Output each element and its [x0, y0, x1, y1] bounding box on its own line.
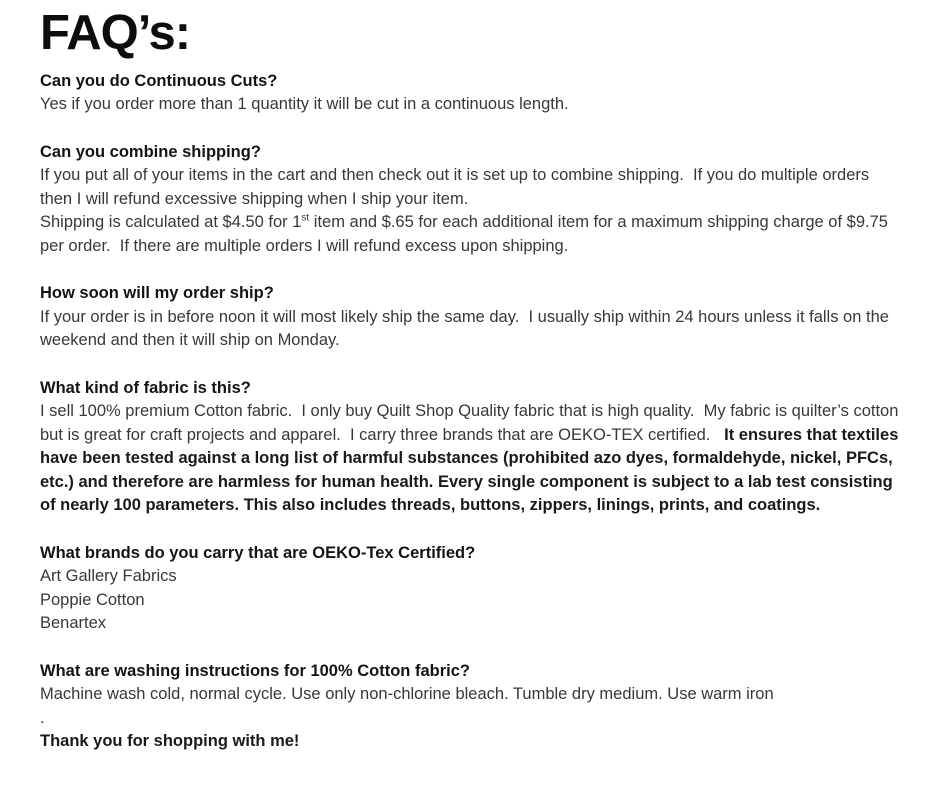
faq-answer-paragraph	[40, 612, 904, 636]
faq-section	[40, 377, 904, 518]
ordinal-superscript: st	[301, 212, 310, 224]
faq-section	[40, 141, 904, 259]
answer-text: Yes if you order more than 1 quantity it will be cut in a continuous length.	[40, 95, 569, 114]
faq-answer-paragraph	[40, 306, 904, 353]
answer-text: Benartex	[40, 614, 107, 633]
faq-answer-paragraph	[40, 683, 904, 707]
faq-answer-paragraph	[40, 93, 904, 117]
faq-question: How soon will my order ship?	[40, 284, 274, 303]
answer-text: If you put all of your items in the cart and then check out it is set up to combine shipping. If you do multiple orders then I will refund excessive shipping when I ship your item.	[40, 166, 874, 208]
faq-answer-paragraph	[40, 565, 904, 589]
answer-text: Poppie Cotton	[40, 590, 145, 609]
faq-answer-paragraph	[40, 164, 904, 211]
answer-bold-text: Thank you for shopping with me!	[40, 732, 300, 751]
faq-list	[40, 70, 904, 754]
faq-question: What brands do you carry that are OEKO-Tex Certified?	[40, 543, 476, 562]
answer-text: item and $.65 for each additional item for a maximum shipping charge of $9.75 per order. If there are multiple orders I will refund excess upon shipping.	[40, 213, 893, 255]
faq-answer-paragraph	[40, 730, 904, 754]
faq-question: What kind of fabric is this?	[40, 378, 251, 397]
faq-section	[40, 660, 904, 754]
faq-question: What are washing instructions for 100% Cotton fabric?	[40, 661, 470, 680]
faq-section	[40, 70, 904, 117]
faq-answer-paragraph	[40, 211, 904, 258]
answer-text: .	[40, 708, 45, 727]
faq-answer-paragraph	[40, 400, 904, 518]
page-title: FAQ’s:	[40, 6, 191, 60]
answer-text: Machine wash cold, normal cycle. Use only non-chlorine bleach. Tumble dry medium. Use warm iron	[40, 685, 774, 704]
faq-question: Can you do Continuous Cuts?	[40, 71, 278, 90]
answer-text: Art Gallery Fabrics	[40, 567, 177, 586]
faq-section	[40, 282, 904, 353]
answer-text: Shipping is calculated at $4.50 for 1	[40, 213, 302, 232]
faq-answer-paragraph	[40, 707, 904, 731]
faq-section	[40, 542, 904, 636]
faq-question: Can you combine shipping?	[40, 142, 261, 161]
answer-text: I sell 100% premium Cotton fabric. I only buy Quilt Shop Quality fabric that is high quality. My fabric is quilter’s cotton but is great for craft projects and apparel. I carry three brands that are OEKO-TEX certified.	[40, 402, 903, 444]
answer-bold-text: It ensures that textiles have been tested against a long list of harmful substances (prohibited azo dyes, formaldehyde, nickel, PFCs, etc.) and therefore are harmless for human health. Every single component is subject to a lab test consisting of nearly 100 parameters. This also includes threads, buttons, zippers, linings, prints, and coatings.	[40, 425, 903, 515]
answer-text: If your order is in before noon it will most likely ship the same day. I usually ship within 24 hours unless it falls on the weekend and then it will ship on Monday.	[40, 307, 894, 350]
faq-answer-paragraph	[40, 589, 904, 613]
